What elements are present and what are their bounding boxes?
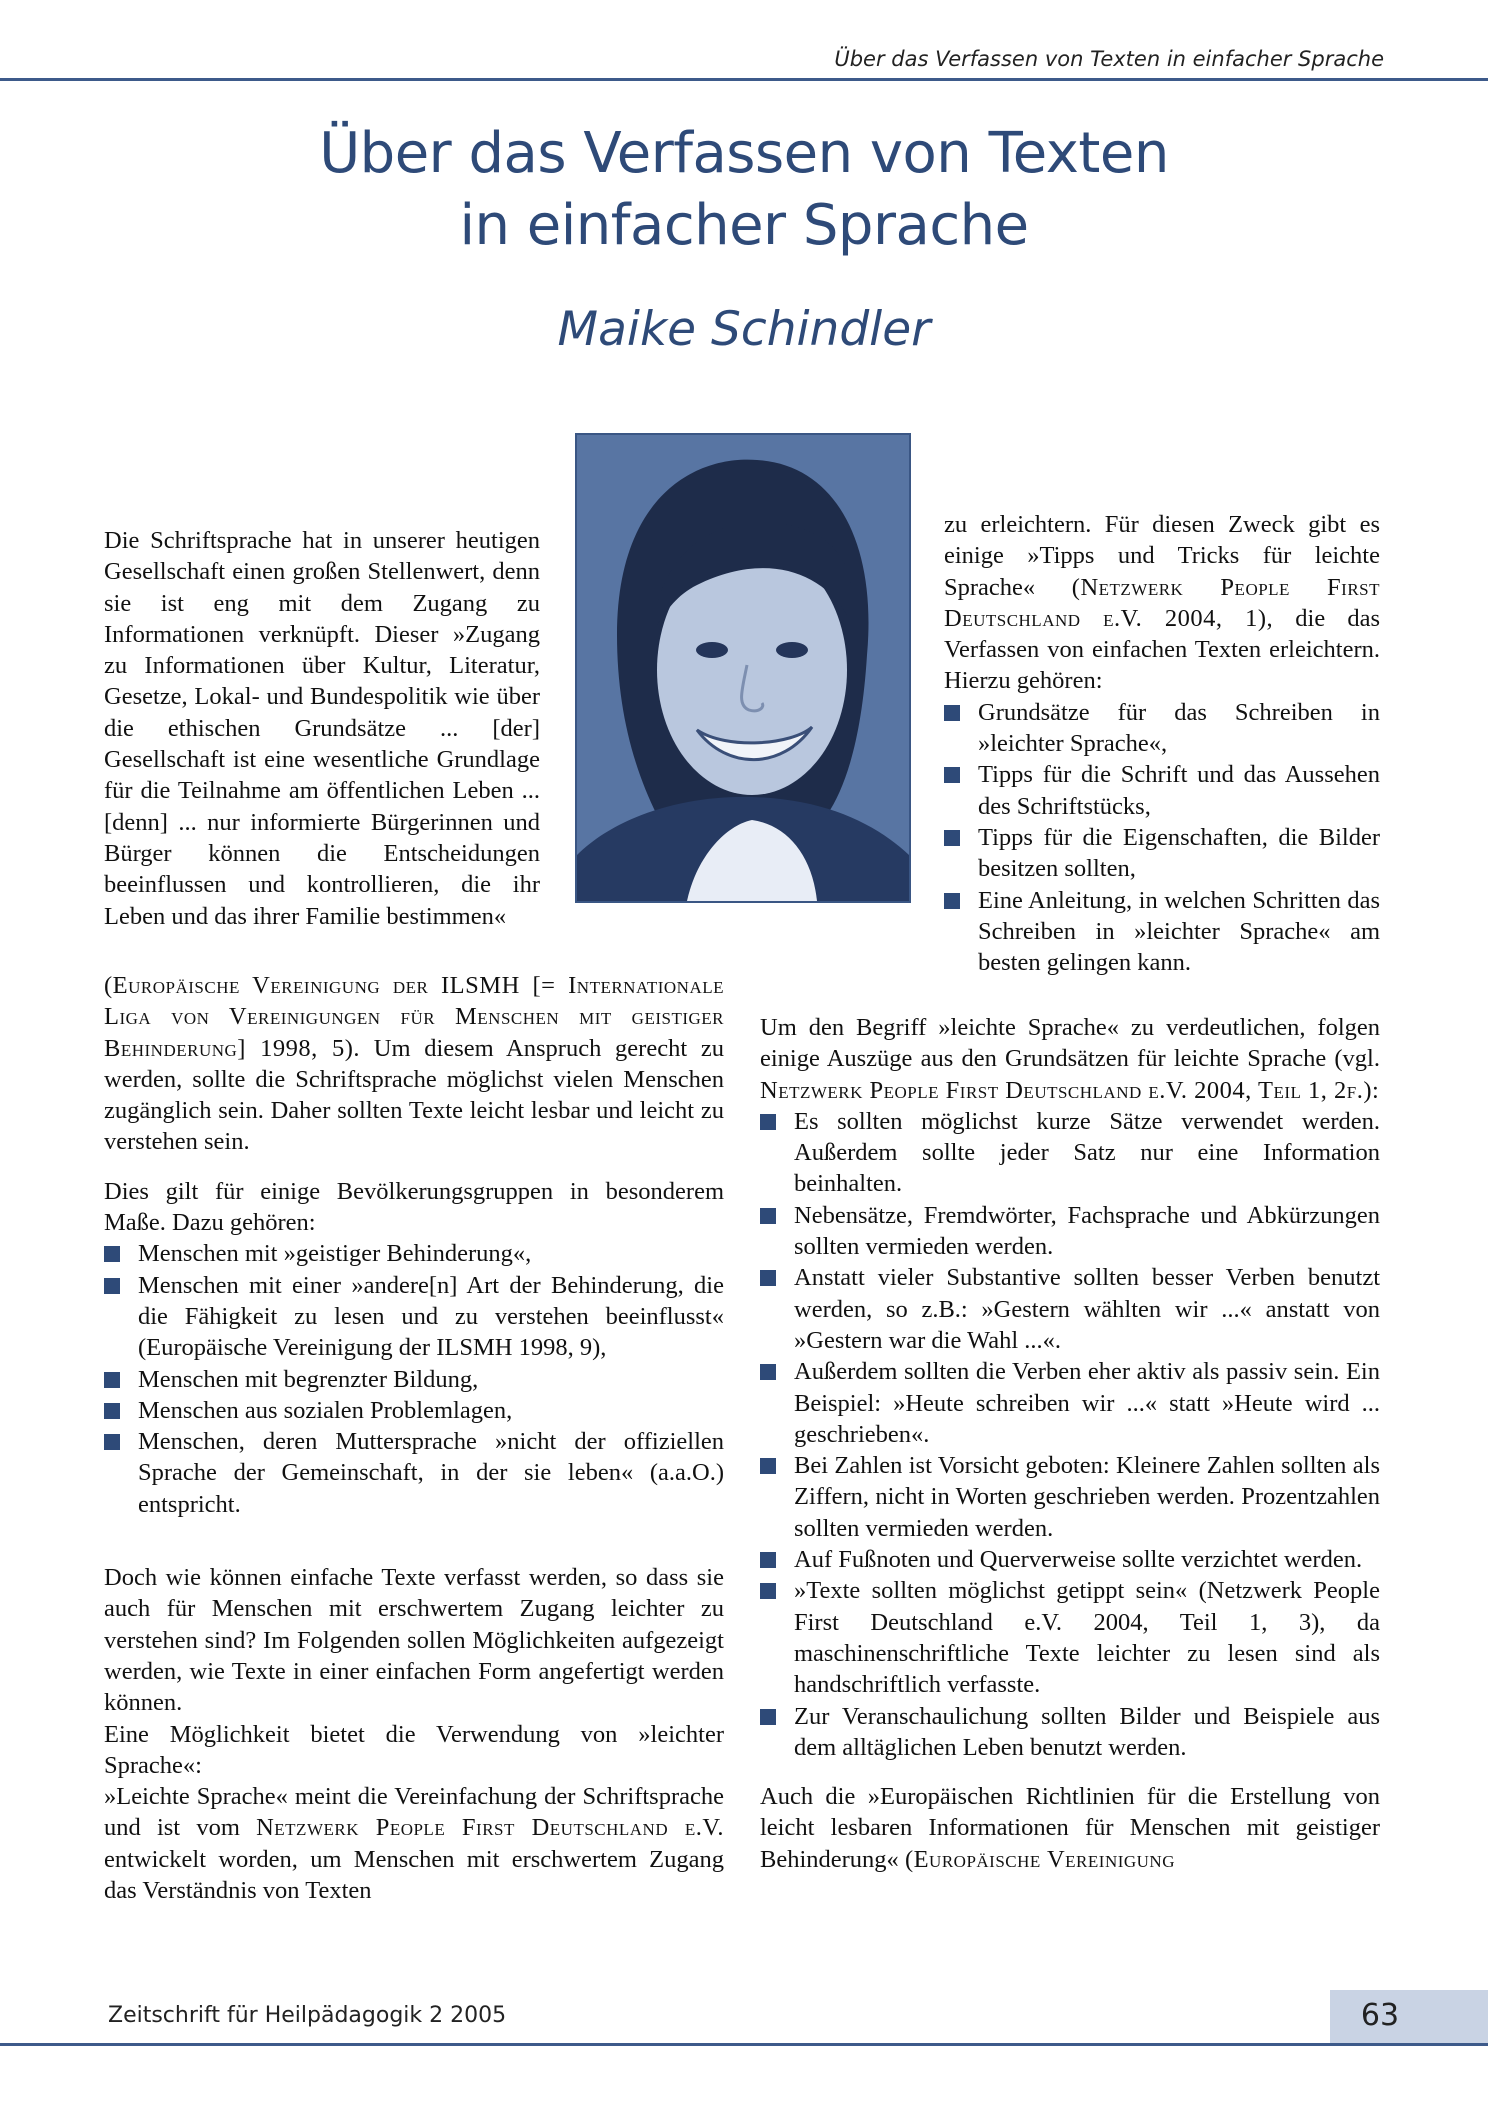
- footer-journal: Zeitschrift für Heilpädagogik 2 2005: [108, 2003, 507, 2028]
- principles-text: Um den Begriff »leichte Sprache« zu verdeutlichen, folgen einige Auszüge aus den Grundsätzen für leichte Sprache (vgl.: [760, 1014, 1380, 1073]
- right-column-top: [944, 509, 1380, 978]
- principles-ref: Netzwerk People First Deutschland e.V. 2004, Teil 1, 2f.):: [760, 1076, 1380, 1104]
- tips-ref: (Netzwerk People First Deutschland e.V. 2004, 1),: [944, 573, 1381, 632]
- list-item: Menschen, deren Muttersprache »nicht der offiziellen Sprache der Gemeinschaft, in der sie leben« (a.a.O.) entspricht.: [104, 1426, 724, 1520]
- guidelines-ref: (Europäische Vereinigung: [904, 1845, 1175, 1873]
- guidelines-paragraph: [760, 1781, 1380, 1875]
- groups-intro: Dies gilt für einige Bevölkerungsgruppen in besonderem Maße. Dazu gehören:: [104, 1177, 724, 1237]
- principles-intro: [760, 1012, 1380, 1106]
- tips-paragraph: [944, 509, 1380, 697]
- footer-rule: [0, 2043, 1488, 2046]
- page-number: 63: [1360, 1998, 1400, 2033]
- guidelines-text: Auch die »Europäischen Richtlinien für die Erstellung von leicht lesbaren Informationen für Menschen mit geistiger Behinderung«: [760, 1783, 1380, 1873]
- intro-paragraph: Die Schriftsprache hat in unserer heutigen Gesellschaft einen großen Stellenwert, denn sie ist eng mit dem Zugang zu Informationen verknüpft. Dieser »Zugang zu Informationen über Kultur, Literatur, Gesetze, Lokal- und Bundespolitik wie über die ethischen Grundsätze ... [der] Gesellschaft ist eine wesentliche Grundlage für die Teilnahme am öffentlichen Leben ... [denn] ... nur informierte Bürgerinnen und Bürger können die Entscheidungen beeinflussen und kontrollieren, die ihr Leben und das ihrer Familie bestimmen«: [104, 527, 540, 930]
- principles-list: [760, 1106, 1380, 1763]
- tips-list: [944, 697, 1380, 979]
- groups-list: [104, 1238, 724, 1520]
- left-column-top: [104, 525, 540, 932]
- portrait-illustration: [577, 435, 909, 901]
- list-item: Bei Zahlen ist Vorsicht geboten: Kleinere Zahlen sollten als Ziffern, nicht in Worten geschrieben werden. Prozentzahlen sollten vermieden werden.: [760, 1450, 1380, 1544]
- article-title-line2: in einfacher Sprache: [459, 193, 1029, 258]
- list-item: Menschen mit begrenzter Bildung,: [104, 1364, 724, 1395]
- question-paragraph: Doch wie können einfache Texte verfasst werden, so dass sie auch für Menschen mit erschwertem Zugang leichter zu verstehen sind? Im Folgenden sollen Möglichkeiten aufgezeigt werden, wie Texte in einer einfachen Form angefertigt werden können.: [104, 1564, 724, 1717]
- list-item: Nebensätze, Fremdwörter, Fachsprache und Abkürzungen sollten vermieden werden.: [760, 1200, 1380, 1263]
- list-item: Eine Anleitung, in welchen Schritten das Schreiben in »leichter Sprache« am besten gelingen kann.: [944, 885, 1380, 979]
- list-item: »Texte sollten möglichst getippt sein« (Netzwerk People First Deutschland e.V. 2004, Teil 1, 3), da maschinenschriftliche Texte leichter zu lesen sind als handschriftlich verfasste.: [760, 1575, 1380, 1700]
- citation-cont: Um diesem Anspruch gerecht zu werden, sollte die Schriftsprache möglichst vielen Menschen zugänglich sein. Daher sollten Texte leicht lesbar und leicht zu verstehen sein.: [104, 1034, 724, 1156]
- leichte-sprache-text-b: entwickelt worden, um Menschen mit erschwertem Zugang das Verständnis von Texten: [104, 1845, 724, 1905]
- list-item: Anstatt vieler Substantive sollten besser Verben benutzt werden, so z.B.: »Gestern wählten wir ...« anstatt von »Gestern war die Wahl ...«.: [760, 1262, 1380, 1356]
- left-column-bottom: [104, 970, 724, 1906]
- header-rule: [0, 78, 1488, 81]
- list-item: Menschen aus sozialen Problemlagen,: [104, 1395, 724, 1426]
- list-item: Zur Veranschaulichung sollten Bilder und Beispiele aus dem alltäglichen Leben benutzt werden.: [760, 1701, 1380, 1764]
- tips-text-b: die das Verfassen von einfachen Texten erleichtern. Hierzu gehören:: [944, 604, 1380, 695]
- list-item: Tipps für die Schrift und das Aussehen des Schriftstücks,: [944, 759, 1380, 822]
- list-item: Es sollten möglichst kurze Sätze verwendet werden. Außerdem sollte jeder Satz nur eine Information beinhalten.: [760, 1106, 1380, 1200]
- organization-name: Netzwerk People First Deutschland e.V.: [256, 1814, 724, 1842]
- article-title: [104, 118, 1384, 262]
- tips-text-a: zu erleichtern. Für diesen Zweck gibt es einige »Tipps und Tricks für leichte Sprache«: [944, 511, 1380, 601]
- list-item: Außerdem sollten die Verben eher aktiv als passiv sein. Ein Beispiel: »Heute schreiben wir ...« statt »Heute wird ... geschrieben«.: [760, 1356, 1380, 1450]
- citation-ref: (Europäische Vereinigung der ILSMH [= Internationale Liga von Vereinigungen für Menschen mit geistiger Behinderung] 1998, 5).: [104, 972, 724, 1062]
- leichte-sprache-paragraph: [104, 1781, 724, 1906]
- list-item: Auf Fußnoten und Querverweise sollte verzichtet werden.: [760, 1544, 1380, 1575]
- list-item: Tipps für die Eigenschaften, die Bilder besitzen sollten,: [944, 822, 1380, 885]
- leichte-sprache-text-a: »Leichte Sprache« meint die Vereinfachung der Schriftsprache und ist vom: [104, 1783, 724, 1842]
- author-portrait: [575, 433, 911, 903]
- running-header: Über das Verfassen von Texten in einfacher Sprache: [834, 47, 1384, 71]
- article-title-line1: Über das Verfassen von Texten: [319, 121, 1169, 186]
- list-item: Grundsätze für das Schreiben in »leichter Sprache«,: [944, 697, 1380, 760]
- list-item: Menschen mit einer »andere[n] Art der Behinderung, die die Fähigkeit zu lesen und zu verstehen beeinflusst« (Europäische Vereinigung der ILSMH 1998, 9),: [104, 1270, 724, 1364]
- article-author: Maike Schindler: [557, 302, 931, 357]
- right-column-bottom: [760, 1012, 1380, 1875]
- citation-paragraph: [104, 970, 724, 1158]
- list-item: Menschen mit »geistiger Behinderung«,: [104, 1238, 724, 1269]
- option-paragraph: Eine Möglichkeit bietet die Verwendung von »leichter Sprache«:: [104, 1720, 724, 1779]
